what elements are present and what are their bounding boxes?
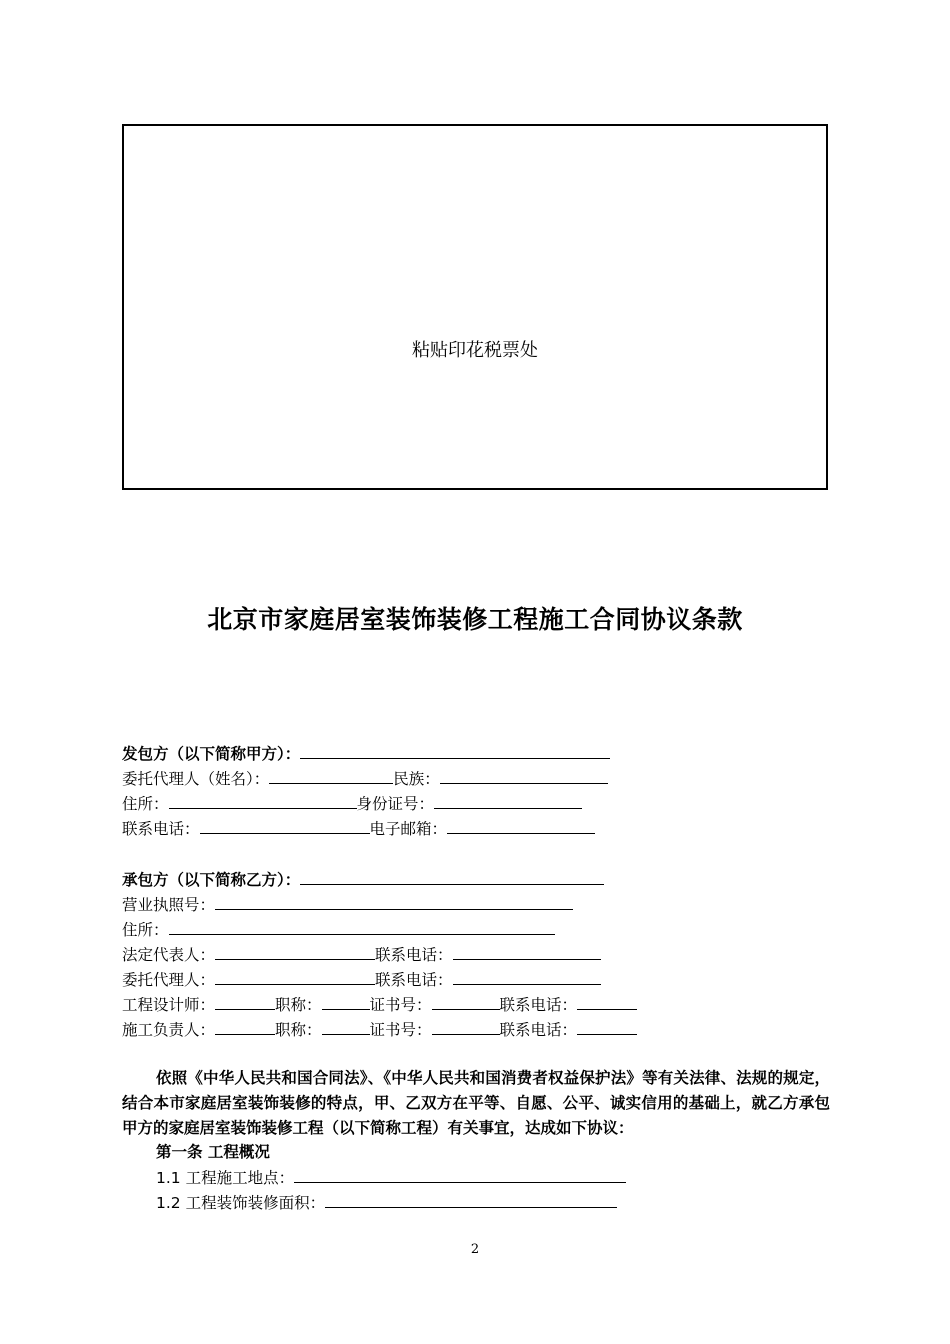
party-a-phone-label: 联系电话：: [122, 820, 200, 838]
tax-stamp-box: [122, 124, 828, 490]
party-b-phone-field-2[interactable]: [453, 968, 601, 985]
party-a-address-field[interactable]: [169, 792, 357, 809]
construction-site-field[interactable]: [294, 1166, 626, 1183]
article-1-2-label: 1.2 工程装饰装修面积：: [156, 1194, 326, 1212]
manager-name-field[interactable]: [215, 1018, 275, 1035]
party-b-legal-rep-row: [122, 943, 601, 966]
party-a-agent-label: 委托代理人（姓名）：: [122, 770, 270, 788]
contract-title: 北京市家庭居室装饰装修工程施工合同协议条款: [207, 605, 743, 634]
article-1-2-row: [156, 1191, 617, 1214]
designer-cert-label: 证书号：: [369, 996, 432, 1014]
party-b-header: 承包方（以下简称乙方）：: [122, 871, 301, 889]
party-a-phone-field[interactable]: [200, 817, 370, 834]
party-a-email-label: 电子邮箱：: [369, 820, 448, 838]
party-b-agent-field[interactable]: [215, 968, 375, 985]
party-a-email-field[interactable]: [447, 817, 595, 834]
manager-phone-field[interactable]: [577, 1018, 637, 1035]
manager-cert-field[interactable]: [432, 1018, 500, 1035]
manager-title-label: 职称：: [275, 1021, 322, 1039]
party-b-manager-row: [122, 1018, 637, 1041]
party-a-ethnicity-label: 民族：: [393, 770, 440, 788]
party-b-row: [122, 868, 604, 891]
manager-phone-label: 联系电话：: [499, 1021, 578, 1039]
party-b-license-field[interactable]: [215, 893, 573, 910]
party-a-row: [122, 742, 610, 765]
party-b-license-row: [122, 893, 573, 916]
party-a-contact-row: [122, 817, 595, 840]
designer-phone-label: 联系电话：: [499, 996, 578, 1014]
designer-label: 工程设计师：: [122, 996, 216, 1014]
decoration-area-field[interactable]: [325, 1191, 617, 1208]
manager-title-field[interactable]: [322, 1018, 370, 1035]
party-b-phone-label-2: 联系电话：: [375, 971, 453, 989]
party-a-name-field[interactable]: [300, 742, 610, 759]
party-a-ethnicity-field[interactable]: [440, 767, 608, 784]
party-b-address-field[interactable]: [169, 918, 555, 935]
page-number: 2: [470, 1242, 480, 1257]
party-a-agent-field[interactable]: [269, 767, 393, 784]
party-b-address-label: 住所：: [122, 921, 169, 939]
designer-name-field[interactable]: [215, 993, 275, 1010]
designer-phone-field[interactable]: [577, 993, 637, 1010]
article-1-1-row: [156, 1166, 626, 1189]
party-b-phone-field-1[interactable]: [453, 943, 601, 960]
article-1-1-label: 1.1 工程施工地点：: [156, 1169, 295, 1187]
party-a-address-label: 住所：: [122, 795, 169, 813]
party-b-address-row: [122, 918, 555, 941]
article-1-heading: 第一条 工程概况: [156, 1143, 270, 1161]
party-b-legal-rep-field[interactable]: [215, 943, 375, 960]
manager-cert-label: 证书号：: [369, 1021, 432, 1039]
party-b-agent-label: 委托代理人：: [122, 971, 216, 989]
party-a-address-row: [122, 792, 582, 815]
party-a-header: 发包方（以下简称甲方）：: [122, 745, 301, 763]
party-b-name-field[interactable]: [300, 868, 604, 885]
party-a-id-field[interactable]: [434, 792, 582, 809]
tax-stamp-label: 粘贴印花税票处: [412, 340, 538, 361]
party-a-agent-row: [122, 767, 608, 790]
party-b-agent-row: [122, 968, 601, 991]
party-a-id-label: 身份证号：: [356, 795, 435, 813]
party-b-legal-rep-label: 法定代表人：: [122, 946, 216, 964]
party-b-phone-label-1: 联系电话：: [375, 946, 453, 964]
party-b-designer-row: [122, 993, 637, 1016]
designer-cert-field[interactable]: [432, 993, 500, 1010]
preamble-paragraph: 依照《中华人民共和国合同法》、《中华人民共和国消费者权益保护法》等有关法律、法规的规定，结合本市家庭居室装饰装修的特点，甲、乙双方在平等、自愿、公平、诚实信用的基础上，就乙方承包甲方的家庭居室装饰装修工程（以下简称工程）有关事宜，达成如下协议：: [122, 1069, 830, 1137]
designer-title-field[interactable]: [322, 993, 370, 1010]
manager-label: 施工负责人：: [122, 1021, 216, 1039]
designer-title-label: 职称：: [275, 996, 322, 1014]
party-b-license-label: 营业执照号：: [122, 896, 216, 914]
